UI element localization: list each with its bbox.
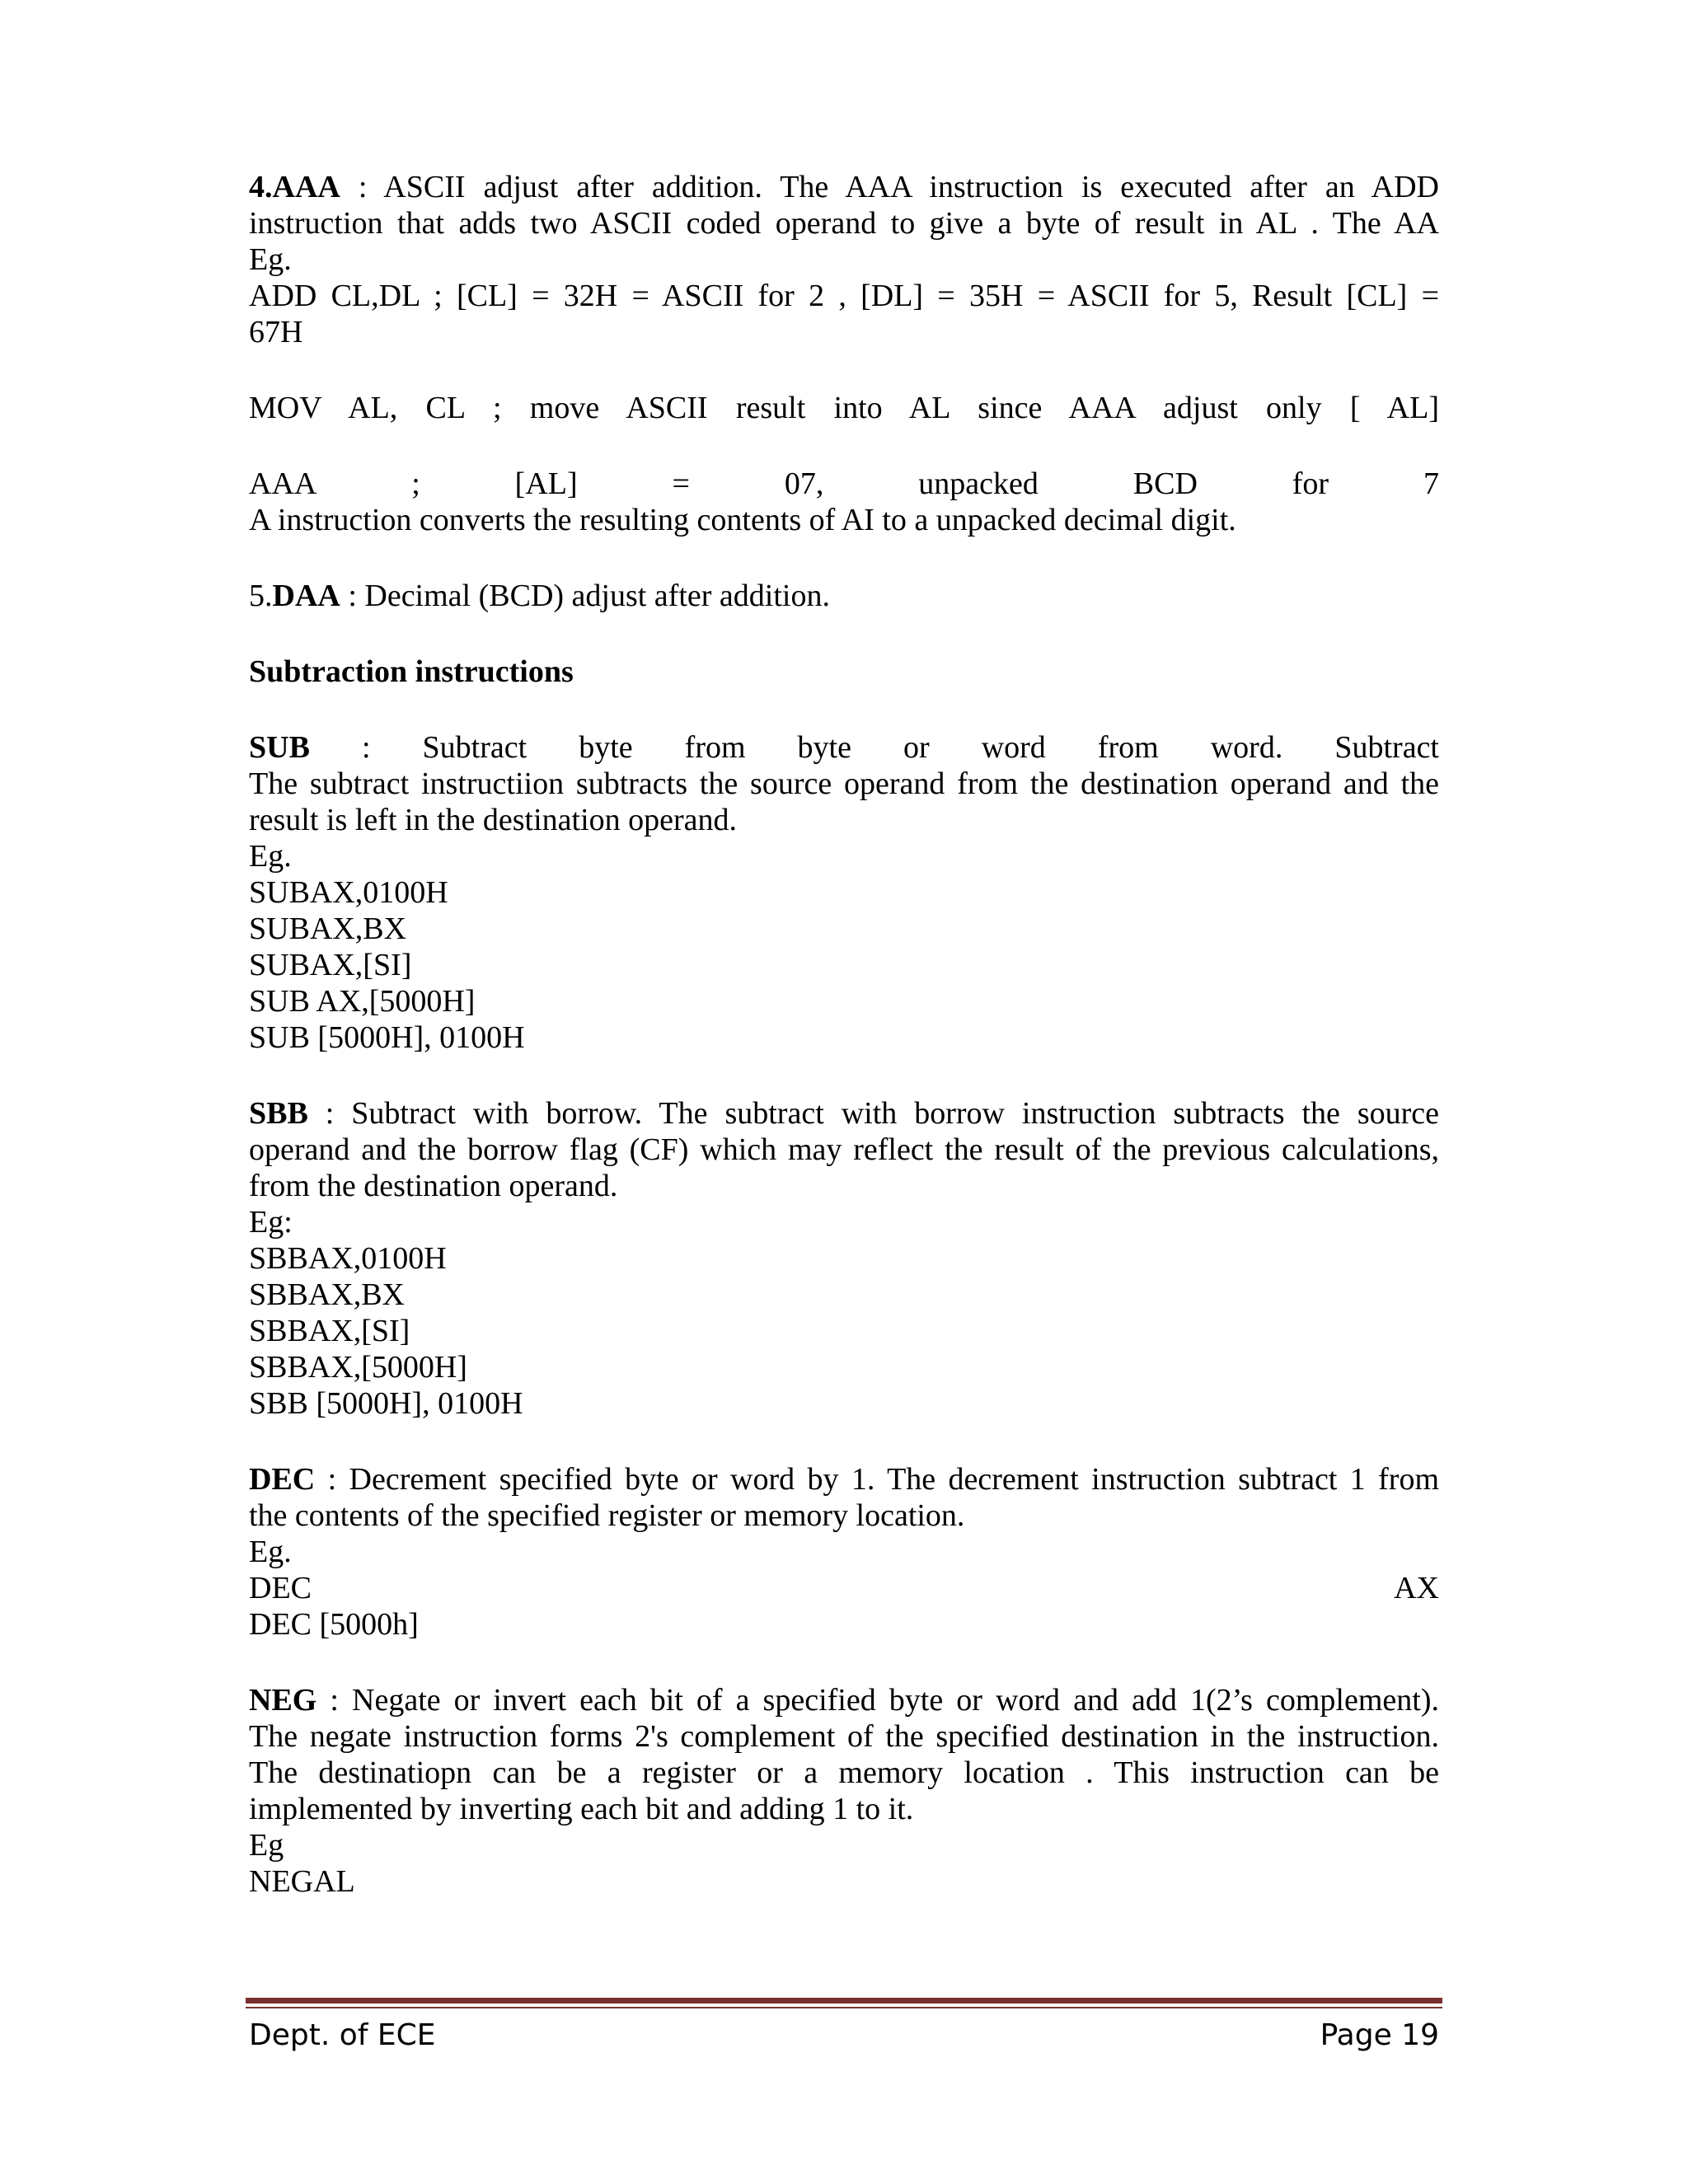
dec-term: DEC	[249, 1462, 316, 1497]
aaa-col: =	[672, 466, 690, 501]
dec-example-2: DEC [5000h]	[249, 1607, 419, 1642]
aaa-line-1	[249, 169, 1439, 205]
sub-term: SUB	[249, 730, 310, 765]
aaa-col: AAA	[249, 466, 317, 501]
aaa-eg: Eg.	[249, 242, 292, 277]
sbb-term: SBB	[249, 1096, 308, 1131]
daa-term: DAA	[272, 579, 340, 613]
aaa-term: AAA	[272, 170, 340, 204]
sbb-example: SBB [5000H], 0100H	[249, 1386, 523, 1421]
daa-number: 5.	[249, 579, 273, 613]
sub-example: SUB [5000H], 0100H	[249, 1020, 525, 1055]
dec-example-left: DEC	[249, 1571, 312, 1605]
aaa-col: ;	[411, 466, 420, 501]
sbb-eg: Eg:	[249, 1205, 293, 1240]
subtraction-heading: Subtraction instructions	[249, 654, 574, 689]
footer-page-number: Page 19	[1320, 2018, 1439, 2052]
neg-line-3: The destinatiopn can be a register or a memory location . This instruction can be	[249, 1755, 1439, 1790]
sub-example: SUBAX,[SI]	[249, 948, 412, 982]
dec-line-1	[249, 1461, 1439, 1497]
footer-rule-thin	[246, 2007, 1442, 2008]
sub-line-1	[249, 729, 1439, 766]
page-content	[249, 169, 1439, 1900]
aaa-desc-1: : ASCII adjust after addition. The AAA instruction is executed after an ADD	[340, 170, 1439, 204]
aaa-line-2: instruction that adds two ASCII coded operand to give a byte of result in AL . The AA	[249, 206, 1439, 241]
aaa-add-line-2: 67H	[249, 315, 303, 349]
sub-eg: Eg.	[249, 839, 292, 874]
sbb-example: SBBAX,[SI]	[249, 1314, 410, 1348]
sbb-example: SBBAX,BX	[249, 1277, 405, 1312]
sub-desc-1: : Subtract byte from byte or word from word. Subtract	[309, 730, 1439, 765]
aaa-col: unpacked	[918, 466, 1039, 501]
aaa-col: for	[1292, 466, 1329, 501]
neg-example: NEGAL	[249, 1864, 355, 1899]
sbb-example: SBBAX,0100H	[249, 1241, 447, 1276]
footer-department: Dept. of ECE	[249, 2018, 436, 2052]
neg-line-4: implemented by inverting each bit and adding 1 to it.	[249, 1792, 914, 1826]
sub-line-3: result is left in the destination operand.	[249, 803, 738, 837]
dec-example-row	[249, 1570, 1439, 1606]
sbb-line-3: from the destination operand.	[249, 1169, 618, 1203]
aaa-col: 7	[1423, 466, 1439, 501]
sbb-line-2: operand and the borrow flag (CF) which may reflect the result of the previous calculations,	[249, 1132, 1439, 1167]
page-footer	[249, 2011, 1439, 2060]
sbb-desc-1: : Subtract with borrow. The subtract with borrow instruction subtracts the source	[307, 1096, 1439, 1131]
aaa-col: 07,	[784, 466, 824, 501]
aaa-number: 4.	[249, 170, 273, 204]
sub-example: SUBAX,0100H	[249, 875, 448, 910]
sbb-example: SBBAX,[5000H]	[249, 1350, 467, 1385]
aaa-add-line: ADD CL,DL ; [CL] = 32H = ASCII for 2 , [DL] = 35H = ASCII for 5, Result [CL] =	[249, 279, 1439, 313]
sub-line-2: The subtract instructiion subtracts the source operand from the destination operand and the	[249, 766, 1439, 801]
daa-desc: : Decimal (BCD) adjust after addition.	[340, 579, 830, 613]
aaa-col: [AL]	[514, 466, 578, 501]
dec-eg: Eg.	[249, 1535, 292, 1569]
neg-desc-1: : Negate or invert each bit of a specified byte or word and add 1(2’s complement).	[316, 1683, 1439, 1718]
daa-line	[249, 578, 1439, 614]
sbb-line-1	[249, 1095, 1439, 1132]
aaa-mov-line: MOV AL, CL ; move ASCII result into AL since AAA adjust only [ AL]	[249, 391, 1439, 425]
sub-example: SUB AX,[5000H]	[249, 984, 476, 1019]
footer-rule	[246, 1998, 1442, 2004]
neg-term: NEG	[249, 1683, 317, 1718]
sub-example: SUBAX,BX	[249, 912, 407, 946]
aaa-instruction-row	[249, 466, 1439, 502]
aaa-col: BCD	[1132, 466, 1198, 501]
dec-example-right: AX	[1394, 1571, 1439, 1605]
neg-line-2: The negate instruction forms 2's complement of the specified destination in the instruction.	[249, 1719, 1439, 1754]
neg-line-1	[249, 1682, 1439, 1718]
dec-desc-1: : Decrement specified byte or word by 1. The decrement instruction subtract 1 from	[315, 1462, 1439, 1497]
dec-line-2: the contents of the specified register or memory location.	[249, 1498, 965, 1533]
aaa-tail: A instruction converts the resulting contents of AI to a unpacked decimal digit.	[249, 503, 1236, 537]
neg-eg: Eg	[249, 1828, 284, 1863]
